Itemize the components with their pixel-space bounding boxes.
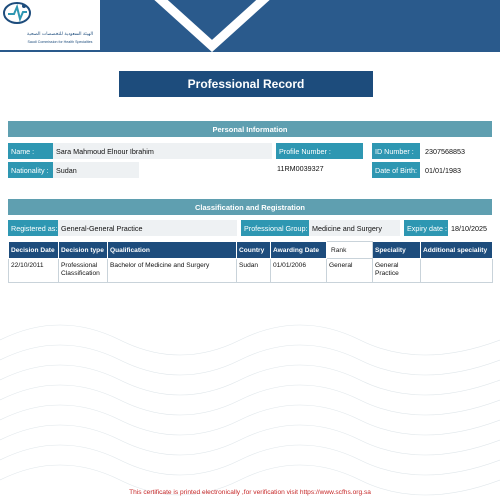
scfhs-logo-icon bbox=[0, 0, 34, 26]
logo-english-text: Saudi Commission for Health Specialties bbox=[27, 40, 93, 44]
table-row bbox=[9, 259, 493, 283]
nationality-label: Nationality : bbox=[8, 162, 53, 178]
col-additional-speciality: Additional speciality bbox=[421, 242, 493, 259]
personal-info-header: Personal Information bbox=[8, 121, 492, 137]
col-rank: Rank bbox=[327, 242, 373, 259]
registered-as-label: Registered as: bbox=[8, 220, 58, 236]
id-number-label: ID Number : bbox=[372, 143, 420, 159]
name-value: Sara Mahmoud Elnour Ibrahim bbox=[53, 143, 272, 159]
col-decision-type: Decision type bbox=[59, 242, 108, 259]
professional-group-label: Professional Group: bbox=[241, 220, 309, 236]
expiry-date-value: 18/10/2025 bbox=[451, 223, 487, 233]
nationality-value: Sudan bbox=[53, 162, 139, 178]
background-pattern bbox=[0, 300, 500, 500]
cell-qualification: Bachelor of Medicine and Surgery bbox=[108, 259, 237, 283]
id-number-value: 2307568853 bbox=[425, 146, 465, 156]
logo-arabic-text: الهيئة السعودية للتخصصات الصحية bbox=[27, 32, 93, 37]
col-speciality: Speciality bbox=[373, 242, 421, 259]
page-title: Professional Record bbox=[119, 71, 373, 97]
cell-decision-type: Professional Classification bbox=[59, 259, 108, 283]
decisions-table bbox=[8, 241, 493, 283]
col-decision-date: Decision Date bbox=[9, 242, 59, 259]
date-of-birth-label: Date of Birth: bbox=[372, 162, 420, 178]
cell-rank: General bbox=[327, 259, 373, 283]
cell-decision-date: 22/10/2011 bbox=[9, 259, 59, 283]
cell-speciality: General Practice bbox=[373, 259, 421, 283]
expiry-date-label: Expiry date : bbox=[404, 220, 448, 236]
table-header-row bbox=[9, 242, 493, 259]
cell-additional-speciality bbox=[421, 259, 493, 283]
profile-number-value: 11RM0039327 bbox=[277, 163, 324, 173]
classification-header: Classification and Registration bbox=[8, 199, 492, 215]
name-label: Name : bbox=[8, 143, 53, 159]
cell-country: Sudan bbox=[237, 259, 271, 283]
col-qualification: Qualification bbox=[108, 242, 237, 259]
logo bbox=[0, 0, 100, 50]
registered-as-value: General-General Practice bbox=[58, 220, 237, 236]
col-awarding-date: Awarding Date bbox=[271, 242, 327, 259]
verification-footer: This certificate is printed electronically ,for verification visit https://www.scfhs.org.sa bbox=[129, 489, 371, 496]
professional-group-value: Medicine and Surgery bbox=[309, 220, 400, 236]
header-band bbox=[0, 0, 500, 52]
profile-number-label: Profile Number : bbox=[276, 143, 363, 159]
cell-awarding-date: 01/01/2006 bbox=[271, 259, 327, 283]
date-of-birth-value: 01/01/1983 bbox=[425, 165, 461, 175]
col-country: Country bbox=[237, 242, 271, 259]
